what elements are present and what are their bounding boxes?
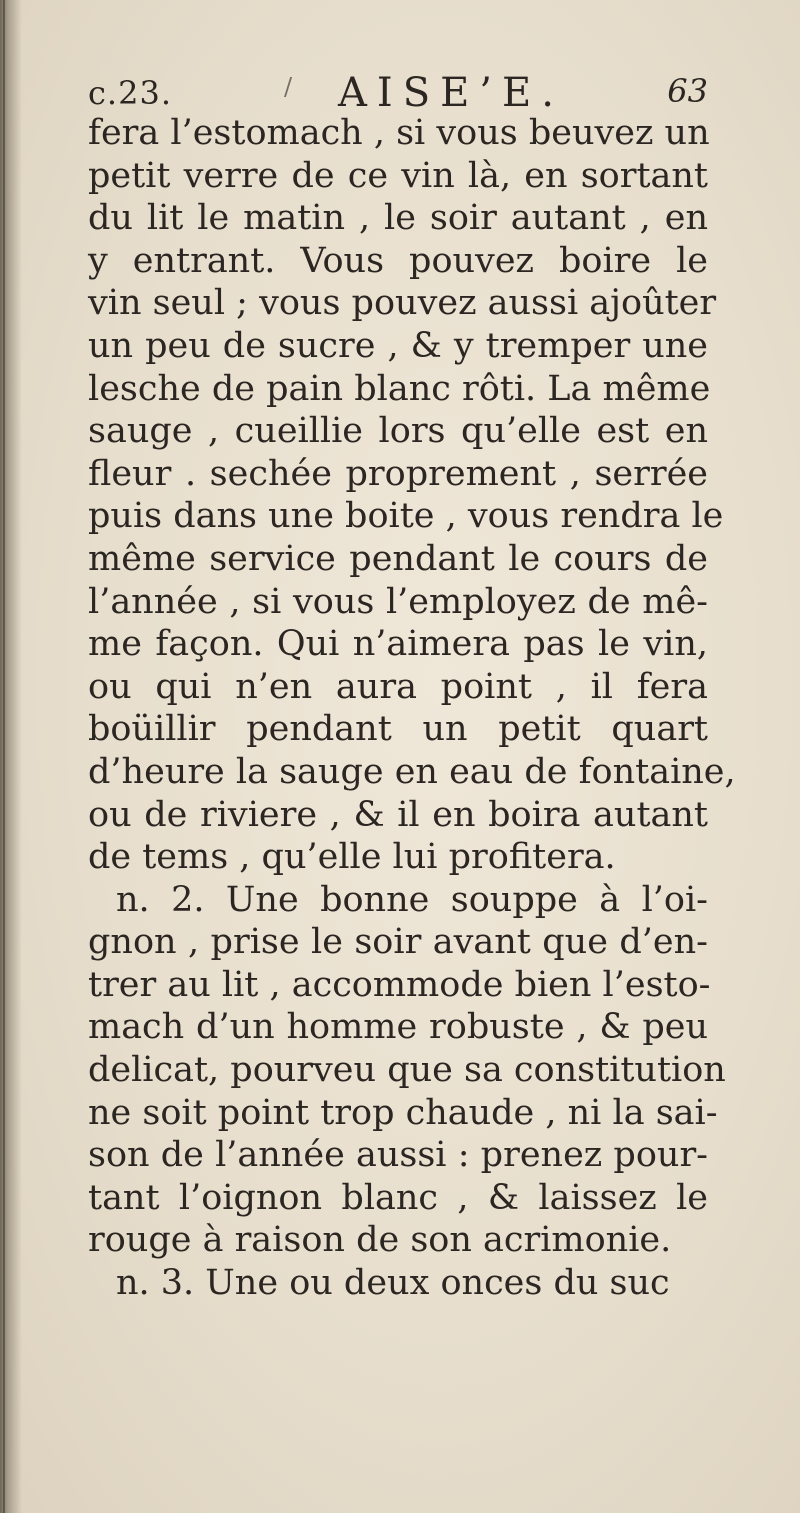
text-line: vin seul ; vous pouvez aussi ajoûter xyxy=(88,283,717,324)
text-line: gnon , prise le soir avant que d’en- xyxy=(88,922,708,963)
text-line: du lit le matin , le soir autant , en xyxy=(88,198,708,239)
text-line: même service pendant le cours de xyxy=(88,538,708,579)
text-line: petit verre de ce vin là, en sortant xyxy=(88,155,708,196)
text-line: delicat, pourveu que sa constitution xyxy=(88,1050,726,1091)
text-line: puis dans une boite , vous rendra le xyxy=(88,496,724,537)
text-line: un peu de sucre , & y tremper une xyxy=(88,325,708,366)
page-edge-line xyxy=(3,0,5,1513)
text-line-paragraph-start: n. 2. Une bonne souppe à l’oi- xyxy=(116,879,708,920)
text-line: boüillir pendant un petit quart xyxy=(88,709,708,750)
text-line-paragraph-end: de tems , qu’elle lui profitera. xyxy=(88,837,616,878)
text-line: mach d’un homme robuste , & peu xyxy=(88,1007,708,1048)
running-title: AISE’E. xyxy=(338,70,564,116)
text-line-paragraph-start: n. 3. Une ou deux onces du suc xyxy=(116,1263,670,1304)
text-line: lesche de pain blanc rôti. La même xyxy=(88,368,711,409)
text-line: fera l’estomach , si vous beuvez un xyxy=(88,113,710,153)
signature-mark: c.23. xyxy=(88,74,172,112)
text-line: son de l’année aussi : prenez pour- xyxy=(88,1135,708,1176)
text-line: ou de riviere , & il en boira autant xyxy=(88,794,708,835)
text-line: y entrant. Vous pouvez boire le xyxy=(88,240,708,281)
body-text xyxy=(88,112,736,1305)
text-line-paragraph-end: rouge à raison de son acrimonie. xyxy=(88,1220,672,1261)
text-line: d’heure la sauge en eau de fontaine, xyxy=(88,751,736,792)
text-line: trer au lit , accommode bien l’esto- xyxy=(88,964,711,1005)
text-line: me façon. Qui n’aimera pas le vin, xyxy=(88,624,708,665)
header-stray-mark: / xyxy=(284,73,293,101)
text-line: l’année , si vous l’employez de mê- xyxy=(88,581,708,622)
text-line: tant l’oignon blanc , & laissez le xyxy=(88,1177,708,1218)
text-line: fleur . sechée proprement , serrée xyxy=(88,453,708,494)
text-line: sauge , cueillie lors qu’elle est en xyxy=(88,411,708,452)
page-number: 63 xyxy=(667,72,708,110)
running-header xyxy=(88,68,708,118)
text-line: ne soit point trop chaude , ni la sai- xyxy=(88,1092,718,1133)
text-line: ou qui n’en aura point , il fera xyxy=(88,666,708,707)
